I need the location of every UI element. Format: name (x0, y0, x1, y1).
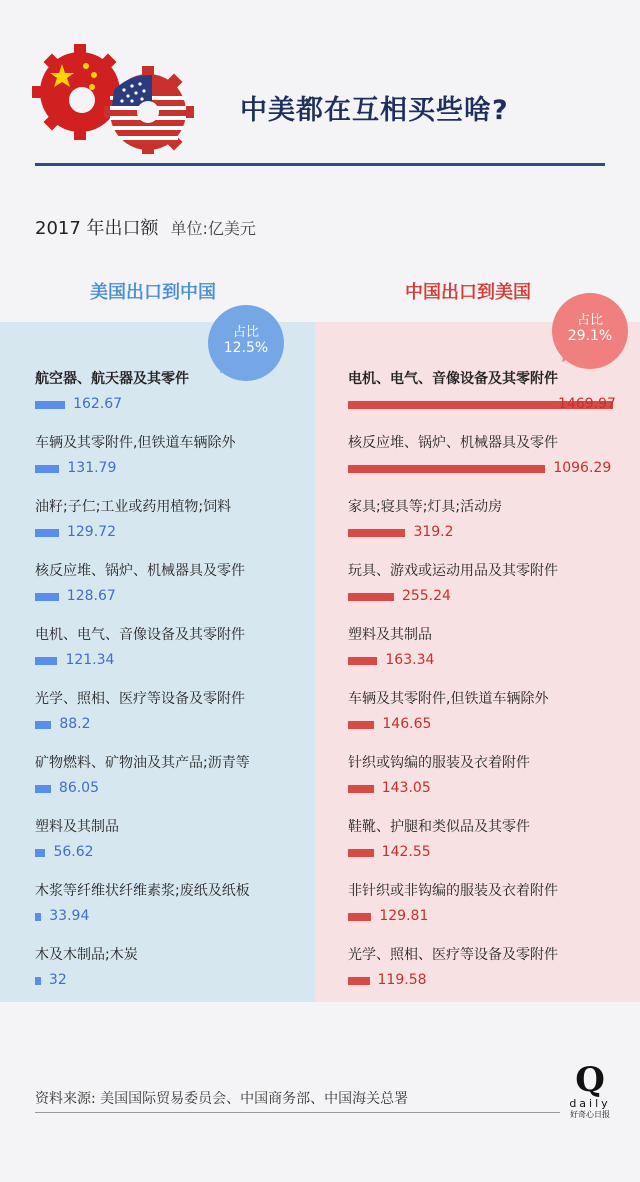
cn-bar-row (348, 716, 638, 734)
us-category-label: 电机、电气、音像设备及其零附件 (35, 627, 245, 643)
us-bar-item (35, 944, 325, 990)
cn-share-value: 29.1% (567, 328, 613, 344)
us-value-label: 162.67 (73, 396, 123, 412)
us-bar (35, 465, 59, 473)
flag-gears-icon (30, 40, 205, 155)
cn-value-label: 1469.97 (558, 396, 616, 412)
us-value-label: 129.72 (66, 524, 116, 540)
cn-bar-row (348, 652, 638, 670)
cn-value-label: 129.81 (379, 908, 429, 924)
us-category-label: 木浆等纤维状纤维素浆;废纸及纸板 (35, 883, 250, 899)
us-bar (35, 529, 59, 537)
us-bar-row (35, 588, 325, 606)
us-value-label: 32 (48, 972, 67, 988)
us-bar (35, 593, 59, 601)
logo-word: daily (569, 1097, 611, 1110)
us-category-label: 木及木制品;木炭 (35, 947, 138, 963)
us-bar-item (35, 368, 325, 414)
qdaily-logo (560, 1062, 620, 1120)
cn-bar-item (348, 496, 638, 542)
us-bar-item (35, 816, 325, 862)
us-bar (35, 401, 65, 409)
cn-value-label: 119.58 (377, 972, 427, 988)
cn-bar-row (348, 396, 638, 414)
cn-bar-row (348, 972, 638, 990)
cn-bar (348, 977, 370, 985)
cn-bar (348, 593, 394, 601)
us-category-label: 塑料及其制品 (35, 819, 119, 835)
cn-bar-item (348, 368, 638, 414)
us-bar-row (35, 780, 325, 798)
us-bar-row (35, 844, 325, 862)
cn-category-label: 鞋靴、护腿和类似品及其零件 (348, 819, 530, 835)
cn-category-label: 车辆及其零附件,但铁道车辆除外 (348, 691, 549, 707)
us-category-label: 矿物燃料、矿物油及其产品;沥青等 (35, 755, 250, 771)
us-value-label: 56.62 (53, 844, 94, 860)
cn-share-bubble (552, 293, 628, 369)
cn-bar-item (348, 432, 638, 478)
logo-cn: 好奇心日报 (570, 1110, 610, 1119)
us-value-label: 86.05 (58, 780, 99, 796)
cn-bar-row (348, 844, 638, 862)
cn-bar (348, 721, 374, 729)
us-share-value: 12.5% (223, 340, 269, 356)
us-bar-item (35, 496, 325, 542)
cn-category-label: 针织或钩编的服装及衣着附件 (348, 755, 530, 771)
cn-value-label: 146.65 (382, 716, 432, 732)
cn-bar (348, 657, 377, 665)
us-share-label: 占比 (232, 325, 259, 340)
us-category-label: 航空器、航天器及其零件 (35, 371, 189, 387)
us-category-label: 油籽;子仁;工业或药用植物;饲料 (35, 499, 232, 515)
footer-divider (35, 1112, 560, 1113)
us-value-label: 88.2 (59, 716, 91, 732)
cn-bar (348, 913, 371, 921)
cn-share-label: 占比 (576, 313, 603, 328)
cn-value-label: 142.55 (381, 844, 431, 860)
cn-bar (348, 849, 374, 857)
us-bar-row (35, 908, 325, 926)
us-bar-item (35, 432, 325, 478)
cn-category-label: 家具;寝具等;灯具;活动房 (348, 499, 503, 515)
cn-bar-row (348, 780, 638, 798)
us-bar (35, 913, 41, 921)
cn-bar-item (348, 624, 638, 670)
us-bar-item (35, 752, 325, 798)
subtitle (35, 214, 256, 240)
us-bar-item (35, 688, 325, 734)
source-note: 资料来源: 美国国际贸易委员会、中国商务部、中国海关总署 (35, 1091, 409, 1107)
cn-bar-row (348, 460, 638, 478)
cn-export-heading: 中国出口到美国 (405, 282, 531, 303)
cn-bar-row (348, 524, 638, 542)
cn-bar (348, 529, 405, 537)
us-category-label: 光学、照相、医疗等设备及零附件 (35, 691, 245, 707)
cn-bar-item (348, 880, 638, 926)
cn-category-label: 玩具、游戏或运动用品及其零附件 (348, 563, 558, 579)
cn-bar-item (348, 816, 638, 862)
cn-category-label: 塑料及其制品 (348, 627, 432, 643)
cn-value-label: 143.05 (381, 780, 431, 796)
cn-bar-item (348, 752, 638, 798)
us-bar-item (35, 624, 325, 670)
us-bar (35, 657, 57, 665)
us-bar (35, 785, 51, 793)
us-bar-item (35, 560, 325, 606)
us-bar (35, 721, 51, 729)
title-divider (35, 163, 605, 166)
us-bar-row (35, 652, 325, 670)
us-value-label: 131.79 (67, 460, 117, 476)
cn-category-label: 非针织或非钩编的服装及衣着附件 (348, 883, 558, 899)
logo-letter: Q (575, 1060, 605, 1100)
us-value-label: 128.67 (66, 588, 116, 604)
us-category-label: 核反应堆、锅炉、机械器具及零件 (35, 563, 245, 579)
us-export-heading: 美国出口到中国 (90, 282, 216, 303)
cn-bar-row (348, 908, 638, 926)
cn-value-label: 319.2 (413, 524, 454, 540)
page-title: 中美都在互相买些啥? (240, 95, 509, 126)
us-bar-row (35, 460, 325, 478)
us-category-label: 车辆及其零附件,但铁道车辆除外 (35, 435, 236, 451)
header (0, 0, 640, 170)
us-bar-row (35, 716, 325, 734)
cn-category-label: 光学、照相、医疗等设备及零附件 (348, 947, 558, 963)
unit-label: 单位:亿美元 (170, 219, 256, 238)
subtitle-year: 2017 年出口额 (35, 218, 159, 239)
cn-value-label: 255.24 (401, 588, 451, 604)
cn-category-label: 核反应堆、锅炉、机械器具及零件 (348, 435, 558, 451)
us-bar-row (35, 524, 325, 542)
cn-bar-item (348, 944, 638, 990)
cn-bar-item (348, 560, 638, 606)
us-bar-item (35, 880, 325, 926)
cn-value-label: 163.34 (385, 652, 435, 668)
us-bar-row (35, 396, 325, 414)
cn-category-label: 电机、电气、音像设备及其零附件 (348, 371, 558, 387)
cn-bar (348, 465, 545, 473)
cn-bar-row (348, 588, 638, 606)
us-value-label: 33.94 (49, 908, 90, 924)
us-bar-row (35, 972, 325, 990)
us-bar (35, 849, 45, 857)
us-value-label: 121.34 (65, 652, 115, 668)
cn-bar (348, 785, 374, 793)
cn-value-label: 1096.29 (553, 460, 612, 476)
cn-bar-item (348, 688, 638, 734)
us-bar (35, 977, 41, 985)
